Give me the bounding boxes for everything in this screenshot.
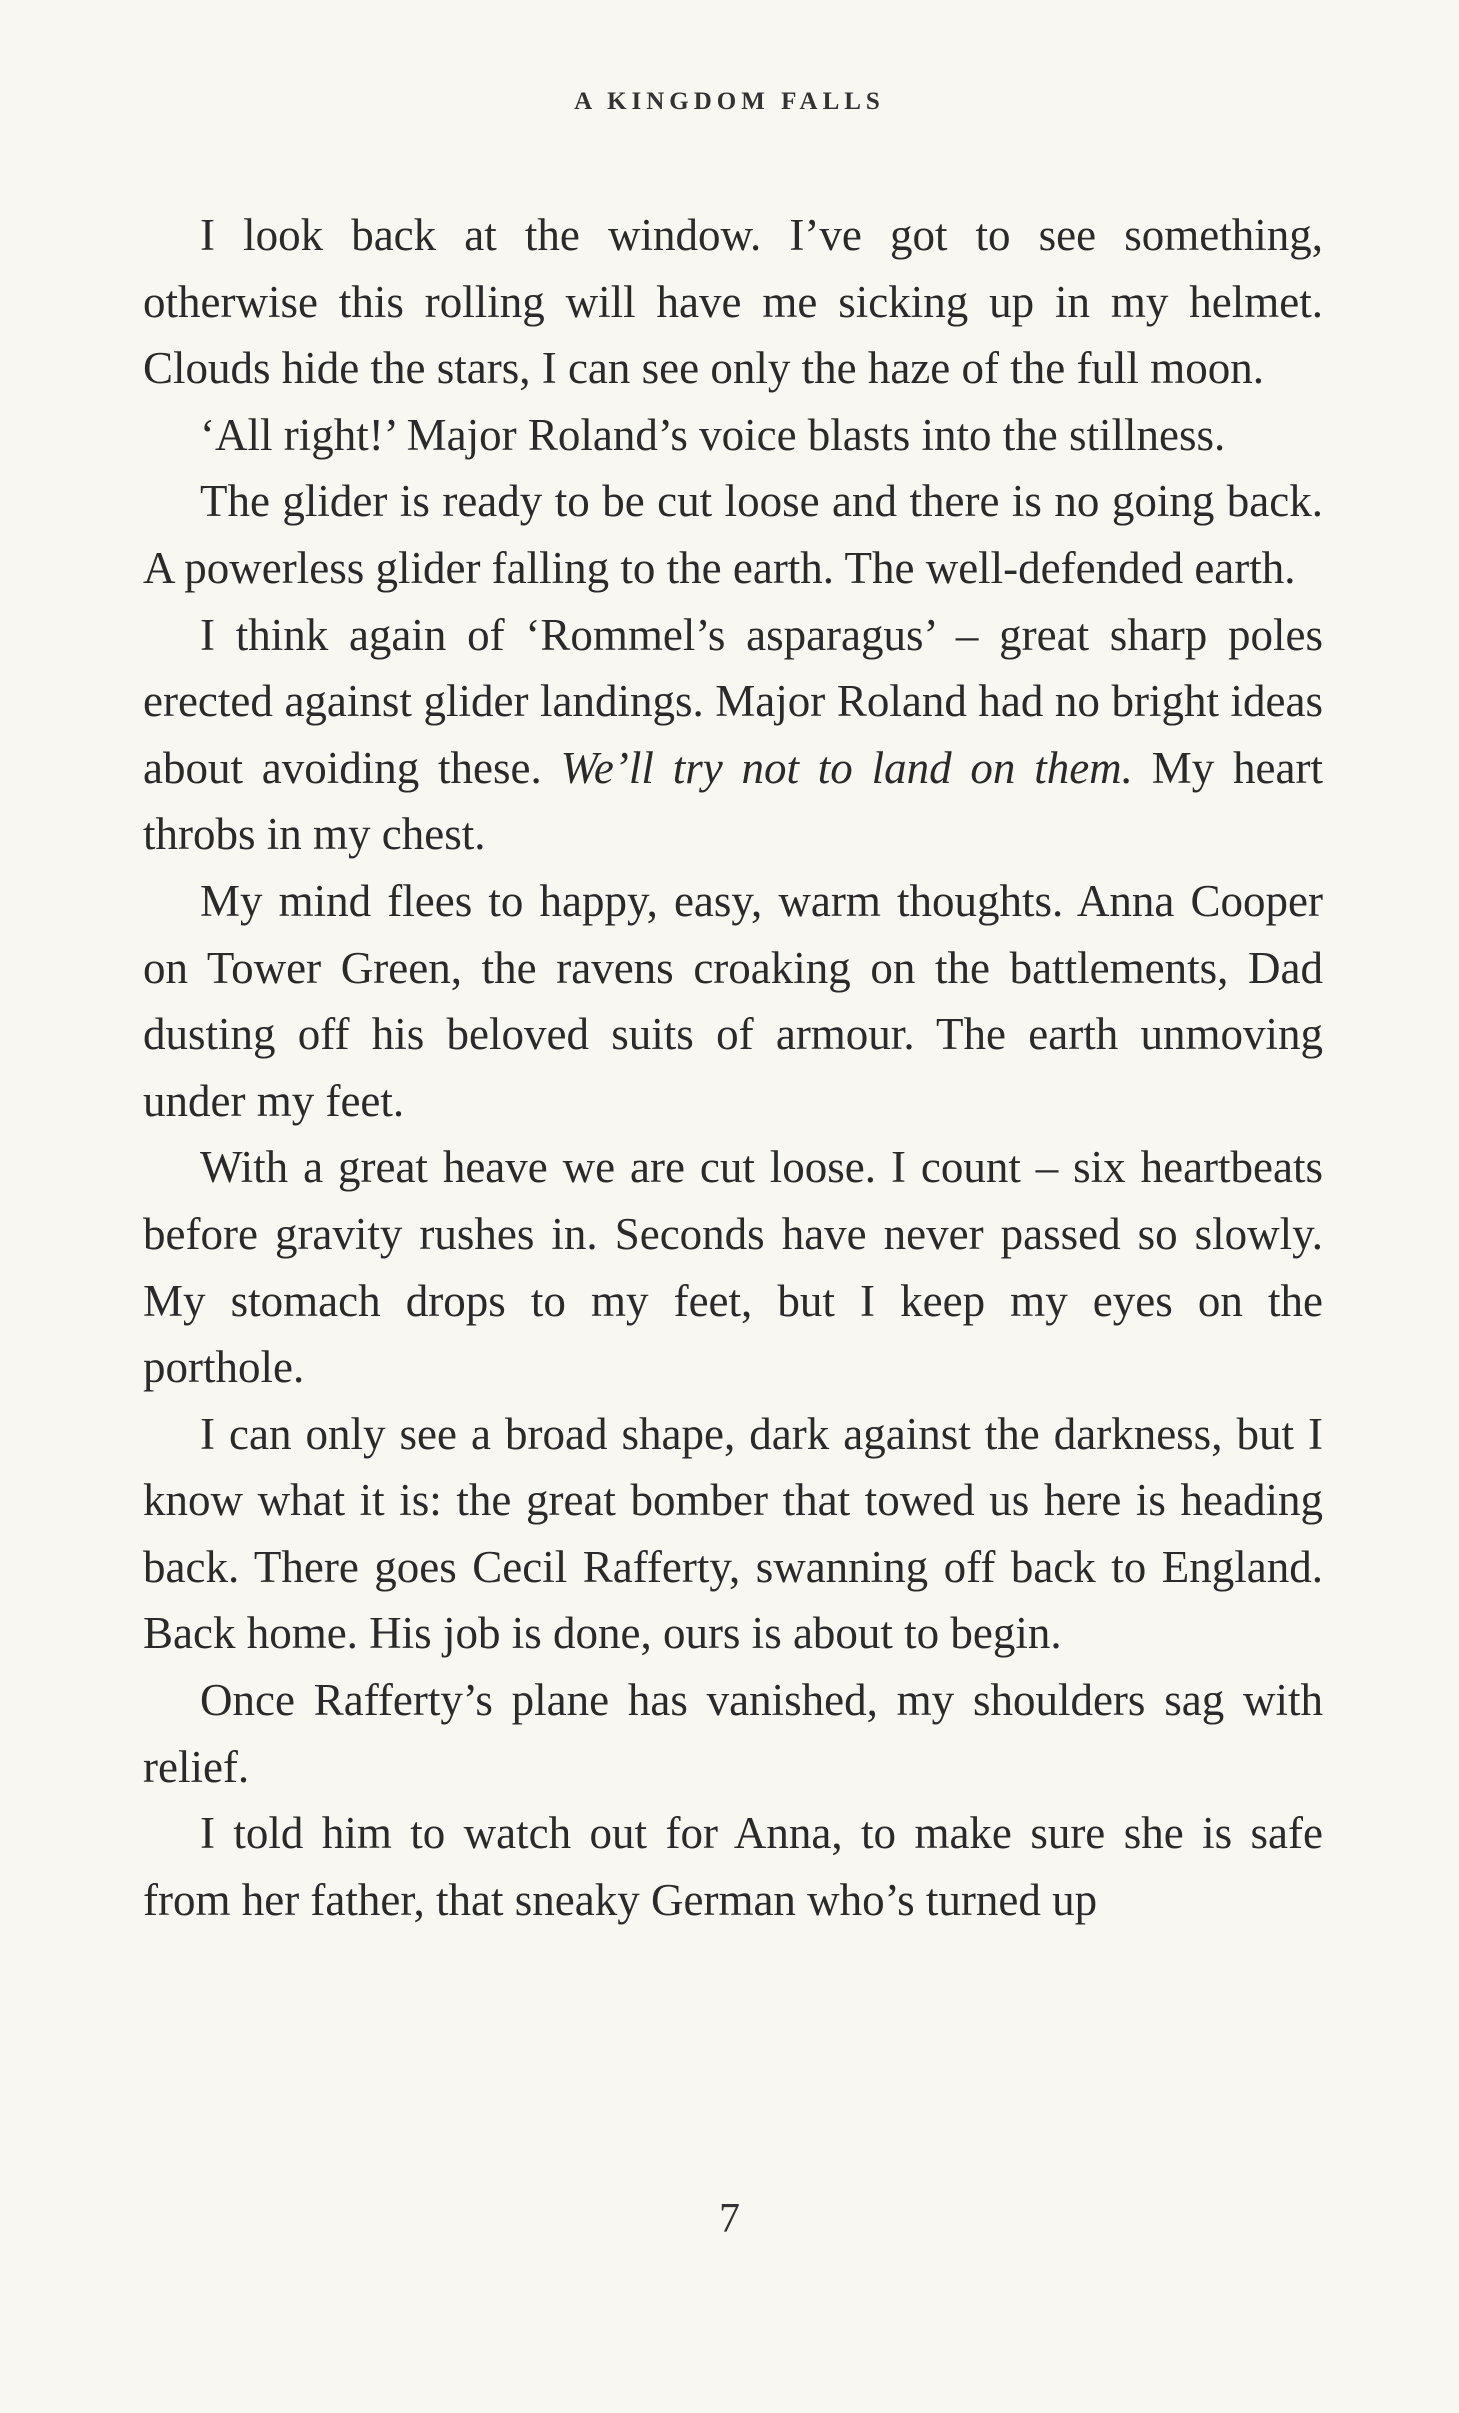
paragraph-text: I think again of ‘Rommel’s asparagus’ – great sharp poles erected against glider landings. Major Roland had no bright ideas about avoiding these.: [143, 609, 1323, 793]
paragraph: I look back at the window. I’ve got to see something, otherwise this rolling will have me sicking up in my helmet. Clouds hide the stars, I can see only the haze of the full moon.: [143, 210, 1323, 394]
paragraph: I told him to watch out for Anna, to make sure she is safe from her father, that sneaky German who’s turned up: [143, 1808, 1323, 1925]
paragraph: My mind flees to happy, easy, warm thoughts. Anna Cooper on Tower Green, the ravens croaking on the battlements, Dad dusting off his beloved suits of armour. The earth unmoving under my feet.: [143, 875, 1323, 1126]
paragraph-text: My heart throbs in my chest.: [143, 742, 1323, 860]
body-text: [143, 202, 1323, 1933]
page-number: 7: [719, 2196, 740, 2242]
italic-quote: We’ll try not to land on them.: [560, 742, 1133, 793]
paragraph: [143, 602, 1323, 868]
paragraph: Once Rafferty’s plane has vanished, my shoulders sag with relief.: [143, 1675, 1323, 1792]
paragraph: The glider is ready to be cut loose and there is no going back. A powerless glider falling to the earth. The well-defended earth.: [143, 476, 1323, 593]
paragraph: With a great heave we are cut loose. I count – six heartbeats before gravity rushes in. Seconds have never passed so slowly. My stomach drops to my feet, but I keep my eyes on the porthole.: [143, 1142, 1323, 1393]
paragraph: I can only see a broad shape, dark against the darkness, but I know what it is: the great bomber that towed us here is heading back. There goes Cecil Rafferty, swanning off back to England. Back home. His job is done, ours is about to begin.: [143, 1408, 1323, 1659]
paragraph: ‘All right!’ Major Roland’s voice blasts into the stillness.: [200, 409, 1226, 460]
running-head: A KINGDOM FALLS: [574, 88, 885, 115]
